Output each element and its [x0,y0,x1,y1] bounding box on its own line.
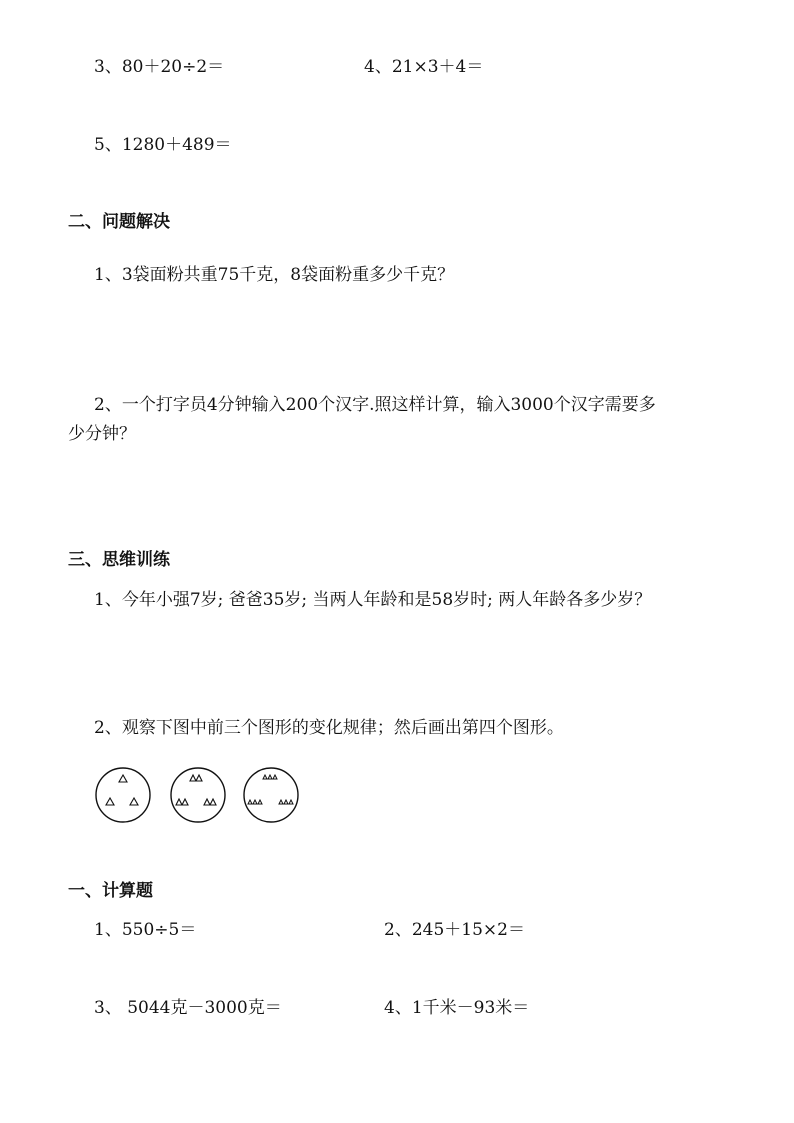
calc-question-4: 4、21×3＋4＝ [364,57,484,77]
calc-section-question-1: 1、550÷5＝ [94,920,197,940]
circle-with-6-triangles-icon [171,768,225,822]
calc-question-5: 5、1280＋489＝ [94,135,232,155]
problem-question-2-line-1: 2、一个打字员4分钟输入200个汉字.照这样计算，输入3000个汉字需要多 [94,395,656,415]
thinking-question-1: 1、今年小强7岁; 爸爸35岁; 当两人年龄和是58岁时; 两人年龄各多少岁？ [94,590,652,610]
circle-with-3-triangles-icon [96,768,150,822]
calc-section-question-3: 3、 5044克－3000克＝ [94,998,282,1018]
circle-with-9-triangles-icon [244,768,298,822]
problem-question-2-line-2: 少分钟？ [68,424,136,444]
calc-question-3: 3、80＋20÷2＝ [94,57,225,77]
section-heading-problem-solving: 二、问题解决 [68,212,170,232]
calc-section-question-2: 2、245＋15×2＝ [384,920,525,940]
problem-question-1: 1、3袋面粉共重75千克，8袋面粉重多少千克？ [94,265,455,285]
section-heading-thinking-training: 三、思维训练 [68,550,170,570]
section-heading-calculation: 一、计算题 [68,881,153,901]
pattern-figure [94,764,304,828]
calc-section-question-4: 4、1千米－93米＝ [384,998,530,1018]
thinking-question-2: 2、观察下图中前三个图形的变化规律；然后画出第四个图形。 [94,718,564,738]
